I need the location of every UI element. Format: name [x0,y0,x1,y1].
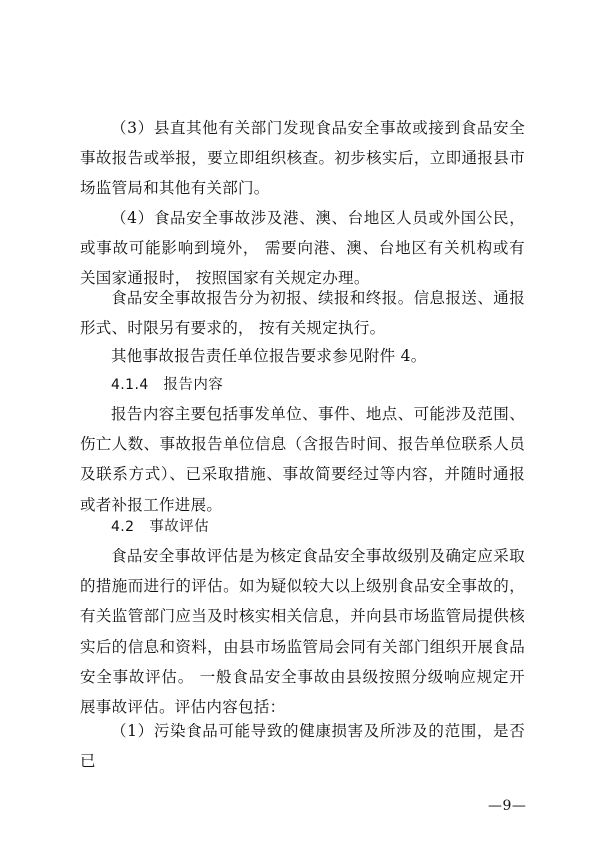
paragraph-report-content: 报告内容主要包括事发单位、事件、地点、可能涉及范围、伤亡人数、事故报告单位信息（含报告时间、报告单位联系人员及联系方式）、已采取措施、事故简要经过等内容，并随时通报或者补报工作进展。 [80,405,525,514]
section-title: 事故评估 [149,519,209,535]
section-number: 4.1.4 [111,377,149,393]
paragraph-incident-assessment: 食品安全事故评估是为核定食品安全事故级别及确定应采取的措施而进行的评估。如为疑似较大以上级别食品安全事故的，有关监管部门应当及时核实相关信息，并向县市场监管局提供核实后的信息和资料，由县市场监管局会同有关部门组织开展食品安全事故评估。 一般食品安全事故由县级按照分级响应规定开展事故评估。评估内容包括： [80,547,525,717]
section-heading-4-1-4 [80,370,525,400]
section-heading-4-2 [80,512,525,542]
paragraph-item-3: （3）县直其他有关部门发现食品安全事故或接到食品安全事故报告或举报，要立即组织核查。初步核实后，立即通报县市场监管局和其他有关部门。 [80,119,525,198]
section-number: 4.2 [111,519,135,535]
paragraph-assessment-item-1: （1）污染食品可能导致的健康损害及所涉及的范围，是否已 [80,722,525,771]
paragraph-report-types: 食品安全事故报告分为初报、续报和终报。信息报送、通报形式、时限另有要求的， 按有关规定执行。 [80,289,525,338]
paragraph-other-units: 其他事故报告责任单位报告要求参见附件 4。 [111,347,427,365]
section-title: 报告内容 [163,377,224,393]
paragraph-item-4: （4）食品安全事故涉及港、澳、台地区人员或外国公民，或事故可能影响到境外， 需要向港、澳、台地区有关机构或有关国家通报时， 按照国家有关规定办理。 [80,209,525,288]
page-number: —9— [488,798,527,814]
